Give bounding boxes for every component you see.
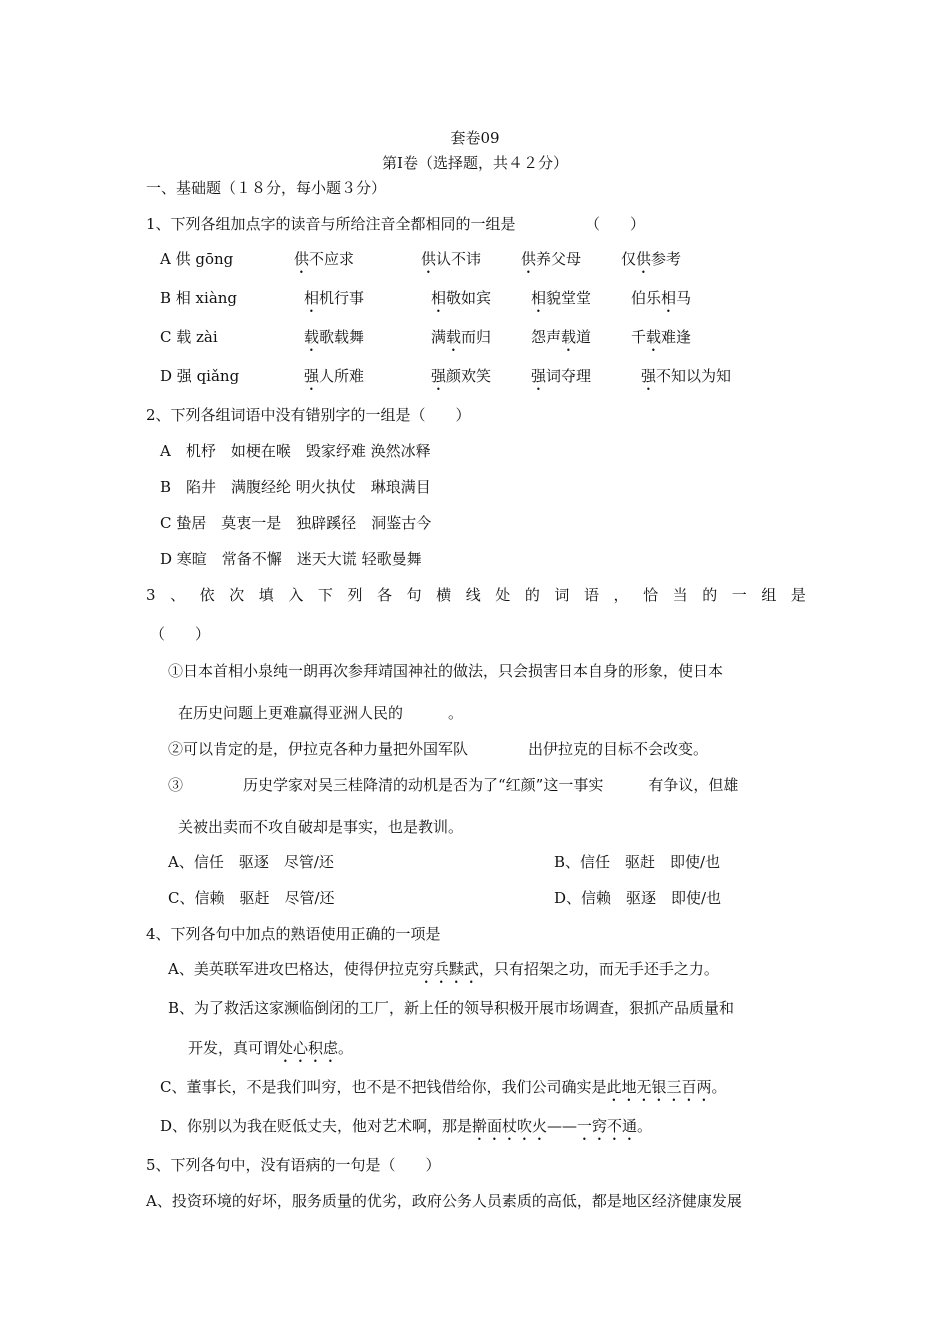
q2-stem: 2、下列各组词语中没有错别字的一组是（ ） bbox=[146, 406, 471, 424]
q3-option-d: D、信赖 驱逐 即使/也 bbox=[554, 889, 722, 907]
q3-option-b: B、信任 驱赶 即使/也 bbox=[554, 853, 721, 871]
q2-option-d: D 寒暄 常备不懈 迷天大谎 轻歌曼舞 bbox=[160, 550, 422, 568]
q4-dotted-idiom: 擀面杖吹火——一窍不通 bbox=[472, 1117, 638, 1135]
q1-word: 供认不讳 bbox=[421, 250, 482, 268]
q4-option-text: 。 bbox=[338, 1039, 354, 1057]
q4-option-d bbox=[160, 1116, 652, 1144]
q1-word: 怨声载道 bbox=[531, 328, 592, 346]
q3-stem-char: 是 bbox=[790, 586, 806, 604]
q3-stem-char: 处 bbox=[495, 586, 511, 604]
q3-option-a: A、信任 驱逐 尽管/还 bbox=[168, 853, 334, 871]
q1-option-label: B 相 xiàng bbox=[160, 289, 238, 307]
q1-word: 载歌载舞 bbox=[304, 328, 365, 346]
q2-option-a: A 机杼 如梗在喉 毁家纾难 涣然冰释 bbox=[160, 442, 431, 460]
q4-option-b-cont bbox=[188, 1038, 353, 1066]
q1-option-label: C 载 zài bbox=[160, 328, 218, 346]
q3-stem-char: 当 bbox=[672, 586, 688, 604]
q1-option-label: D 强 qiǎng bbox=[160, 367, 240, 385]
q3-stem-char: 组 bbox=[761, 586, 777, 604]
q3-answer-bracket: （ ） bbox=[150, 625, 211, 643]
q4-option-a bbox=[168, 959, 719, 987]
q3-stem-char: 横 bbox=[436, 586, 452, 604]
q3-stem-char: 一 bbox=[731, 586, 747, 604]
q3-stem-char: 句 bbox=[406, 586, 422, 604]
q1-word: 相貌堂堂 bbox=[531, 289, 592, 307]
q3-stem-char: ， bbox=[613, 586, 629, 604]
q3-option-c: C、信赖 驱赶 尽管/还 bbox=[168, 889, 335, 907]
q4-option-c bbox=[160, 1077, 727, 1105]
q3-stem-char: 入 bbox=[288, 586, 304, 604]
q1-word: 满载而归 bbox=[431, 328, 492, 346]
q1-answer-bracket: （ ） bbox=[585, 215, 646, 233]
q4-option-text: D、你别以为我在贬低丈夫，他对艺术啊，那是 bbox=[160, 1117, 473, 1135]
q4-dotted-idiom: 处心积虑 bbox=[278, 1039, 339, 1057]
q3-stem-char: 语 bbox=[583, 586, 599, 604]
q1-stem: 1、下列各组加点字的读音与所给注音全都相同的一组是 bbox=[146, 215, 516, 233]
q3-stem-char: 的 bbox=[702, 586, 718, 604]
q3-stem-char: 3 bbox=[146, 586, 156, 604]
q1-word: 伯乐相马 bbox=[631, 289, 692, 307]
q3-sentence-1: ①日本首相小泉纯一朗再次参拜靖国神社的做法，只会损害日本自身的形象，使日本 bbox=[168, 662, 724, 680]
q5-option-a: A、投资环境的好坏，服务质量的优劣，政府公务人员素质的高低，都是地区经济健康发展 bbox=[146, 1192, 742, 1210]
paper-subtitle: 第Ⅰ卷（选择题，共４２分） bbox=[382, 154, 568, 172]
q3-stem-char: 线 bbox=[465, 586, 481, 604]
q1-word: 强不知以为知 bbox=[641, 367, 732, 385]
q4-dotted-idiom: 此地无银三百两 bbox=[606, 1078, 712, 1096]
q3-stem bbox=[146, 585, 806, 605]
q3-stem-char: 下 bbox=[317, 586, 333, 604]
q4-option-text: C、董事长，不是我们叫穷，也不是不把钱借给你，我们公司确实是 bbox=[160, 1078, 607, 1096]
q1-word: 相机行事 bbox=[304, 289, 365, 307]
q4-dotted-idiom: 穷兵黩武 bbox=[418, 960, 479, 978]
q4-option-text: 开发，真可谓 bbox=[188, 1039, 279, 1057]
paper-title: 套卷09 bbox=[450, 129, 500, 147]
q1-option-label: A 供 gōng bbox=[160, 250, 234, 268]
q3-sentence-1-cont: 在历史问题上更难赢得亚洲人民的 。 bbox=[178, 704, 464, 722]
q4-stem: 4、下列各句中加点的熟语使用正确的一项是 bbox=[146, 925, 441, 943]
q1-word: 供养父母 bbox=[521, 250, 582, 268]
q3-stem-char: 各 bbox=[377, 586, 393, 604]
q3-sentence-3-cont: 关被出卖而不攻自破却是事实，也是教训。 bbox=[178, 818, 464, 836]
q3-stem-char: 恰 bbox=[643, 586, 659, 604]
q1-word: 千载难逢 bbox=[631, 328, 692, 346]
q2-option-b: B 陷井 满腹经纶 明火执仗 琳琅满目 bbox=[160, 478, 431, 496]
q3-sentence-3: ③ 历史学家对吴三桂降清的动机是否为了“红颜”这一事实 有争议，但雄 bbox=[168, 776, 739, 794]
q4-option-text: ，只有招架之功，而无手还手之力。 bbox=[478, 960, 719, 978]
q1-word: 供不应求 bbox=[294, 250, 355, 268]
q1-word: 相敬如宾 bbox=[431, 289, 492, 307]
section-heading: 一、基础题（１８分，每小题３分） bbox=[146, 179, 387, 197]
q4-option-text: A、美英联军进攻巴格达，使得伊拉克 bbox=[168, 960, 419, 978]
q4-option-text: 。 bbox=[711, 1078, 727, 1096]
q3-stem-char: 依 bbox=[199, 586, 215, 604]
q4-option-b: B、为了救活这家濒临倒闭的工厂，新上任的领导积极开展市场调查，狠抓产品质量和 bbox=[168, 999, 735, 1017]
q3-stem-char: 、 bbox=[170, 586, 186, 604]
q5-stem: 5、下列各句中，没有语病的一句是（ ） bbox=[146, 1156, 441, 1174]
q3-stem-char: 词 bbox=[554, 586, 570, 604]
q1-word: 强词夺理 bbox=[531, 367, 592, 385]
q2-option-c: C 蛰居 莫衷一是 独辟蹊径 洞鉴古今 bbox=[160, 514, 432, 532]
q1-word: 强人所难 bbox=[304, 367, 365, 385]
q3-stem-char: 次 bbox=[229, 586, 245, 604]
q3-stem-char: 的 bbox=[524, 586, 540, 604]
q3-stem-char: 列 bbox=[347, 586, 363, 604]
q3-sentence-2: ②可以肯定的是，伊拉克各种力量把外国军队 出伊拉克的目标不会改变。 bbox=[168, 740, 709, 758]
q1-word: 仅供参考 bbox=[621, 250, 682, 268]
q1-word: 强颜欢笑 bbox=[431, 367, 492, 385]
q4-option-text: 。 bbox=[637, 1117, 653, 1135]
q3-stem-char: 填 bbox=[258, 586, 274, 604]
